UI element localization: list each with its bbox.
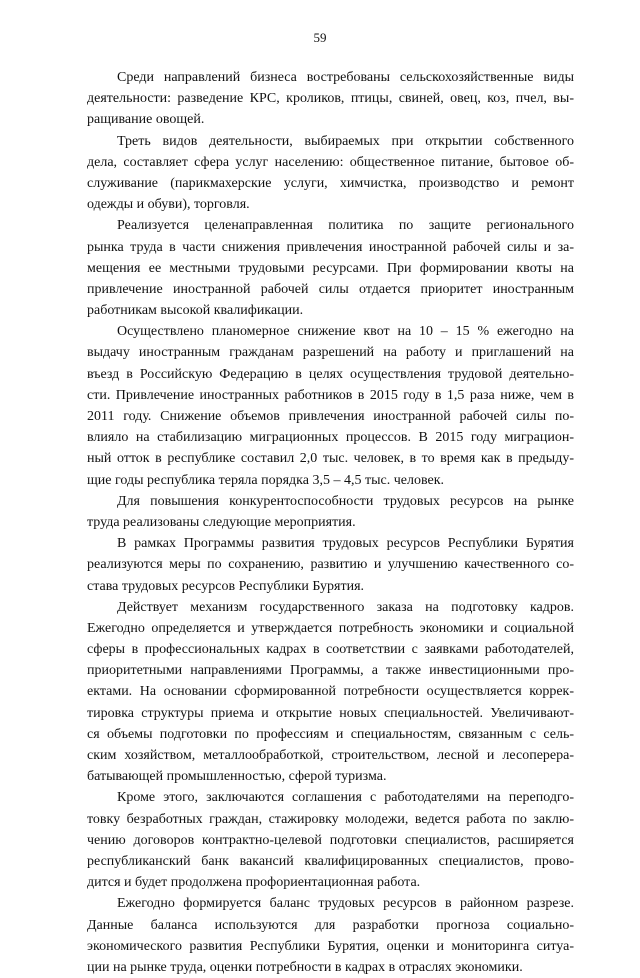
text-line: Осуществлено планомерное снижение квот на 10 – 15 % ежегодно на — [117, 324, 574, 340]
text-line: сферы в профессиональных кадрах в соответствии с заявками работодателей, — [87, 642, 574, 658]
text-line: въезд в Российскую Федерацию в целях осуществления трудовой деятельно- — [87, 366, 574, 382]
text-line: В рамках Программы развития трудовых ресурсов Республики Бурятия — [117, 536, 574, 552]
text-line: работникам высокой квалификации. — [87, 303, 304, 319]
text-line: Среди направлений бизнеса востребованы сельскохозяйственные виды — [117, 70, 574, 85]
text-line: республиканский банк вакансий квалифицированных специалистов, прово- — [87, 853, 574, 869]
text-line: реализуются меры по сохранению, развитию и улучшению качественного со- — [87, 557, 574, 573]
text-line: экономического развития Республики Бурятия, оценки и мониторинга ситуа- — [87, 938, 574, 954]
text-line: рынка труда в части снижения привлечения иностранной рабочей силы и за- — [87, 239, 574, 255]
text-line: одежды и обуви), торговля. — [87, 197, 250, 213]
text-line: ции на рынке труда, оценки потребности в кадрах в отраслях экономики. — [87, 959, 523, 975]
text-line: Ежегодно определяется и утверждается потребность экономики и социальной — [87, 620, 574, 636]
text-line: става трудовых ресурсов Республики Бурятия. — [87, 578, 365, 594]
text-line: служивание (парикмахерские услуги, химчистка, производство и ремонт — [87, 175, 574, 191]
text-line: дела, составляет сфера услуг населению: общественное питание, бытовое об- — [87, 154, 574, 170]
text-line: сти. Привлечение иностранных работников в 2015 году в 1,5 раза ниже, чем в — [87, 387, 574, 403]
text-line: привлечение иностранной рабочей силы отдается приоритет иностранным — [87, 281, 574, 297]
text-line: Реализуется целенаправленная политика по защите регионального — [117, 218, 574, 234]
text-line: ращивание овощей. — [87, 112, 205, 128]
page-number: 59 — [313, 30, 327, 45]
text-line: ским хозяйством, металлообработкой, строительством, лесной и лесоперера- — [87, 748, 574, 763]
text-line: влияло на стабилизацию миграционных процессов. В 2015 году миграцион- — [87, 430, 574, 446]
text-line: Треть видов деятельности, выбираемых при открытии собственного — [117, 133, 574, 149]
text-line: чению договоров контрактно-целевой подготовки специалистов, расширяется — [87, 832, 574, 848]
text-line: тировка структуры приема и открытие новых специальностей. Увеличивают- — [87, 705, 574, 721]
text-line: ный отток в республике составил 2,0 тыс. человек, в то время как в предыду- — [87, 451, 574, 467]
text-line: батывающей промышленностью, сферой туризма. — [87, 769, 387, 785]
text-line: Ежегодно формируется баланс трудовых ресурсов в районном разрезе. — [117, 896, 574, 912]
text-line: 2011 году. Снижение объемов привлечения иностранной рабочей силы по- — [87, 409, 574, 424]
text-line: ектами. На основании сформированной потребности осуществляется коррек- — [87, 684, 574, 700]
text-line: Данные баланса используются для разработки прогноза социально- — [87, 917, 574, 933]
text-line: выдачу иностранным гражданам разрешений на работу и приглашений на — [87, 345, 574, 361]
text-line: дится и будет продолжена профориентационная работа. — [87, 875, 421, 891]
text-line: приоритетными направлениями Программы, а также инвестиционными про- — [87, 663, 574, 679]
text-line: товку безработных граждан, стажировку молодежи, ведется работа по заклю- — [87, 811, 574, 827]
text-line: Для повышения конкурентоспособности трудовых ресурсов на рынке — [117, 493, 574, 509]
text-line: деятельности: разведение КРС, кроликов, птицы, свиней, овец, коз, пчел, вы- — [87, 91, 574, 107]
body-text — [87, 67, 574, 978]
text-line: ся объемы подготовки по профессиям и специальностям, связанным с сель- — [87, 726, 574, 742]
text-line: Действует механизм государственного заказа на подготовку кадров. — [117, 599, 574, 615]
text-line: Кроме этого, заключаются соглашения с работодателями на переподго- — [117, 790, 574, 806]
text-line: мещения ее местными трудовыми ресурсами. При формировании квоты на — [87, 260, 574, 276]
text-line: труда реализованы следующие мероприятия. — [87, 514, 356, 530]
text-line: щие годы республика теряла порядка 3,5 – 4,5 тыс. человек. — [87, 472, 444, 488]
